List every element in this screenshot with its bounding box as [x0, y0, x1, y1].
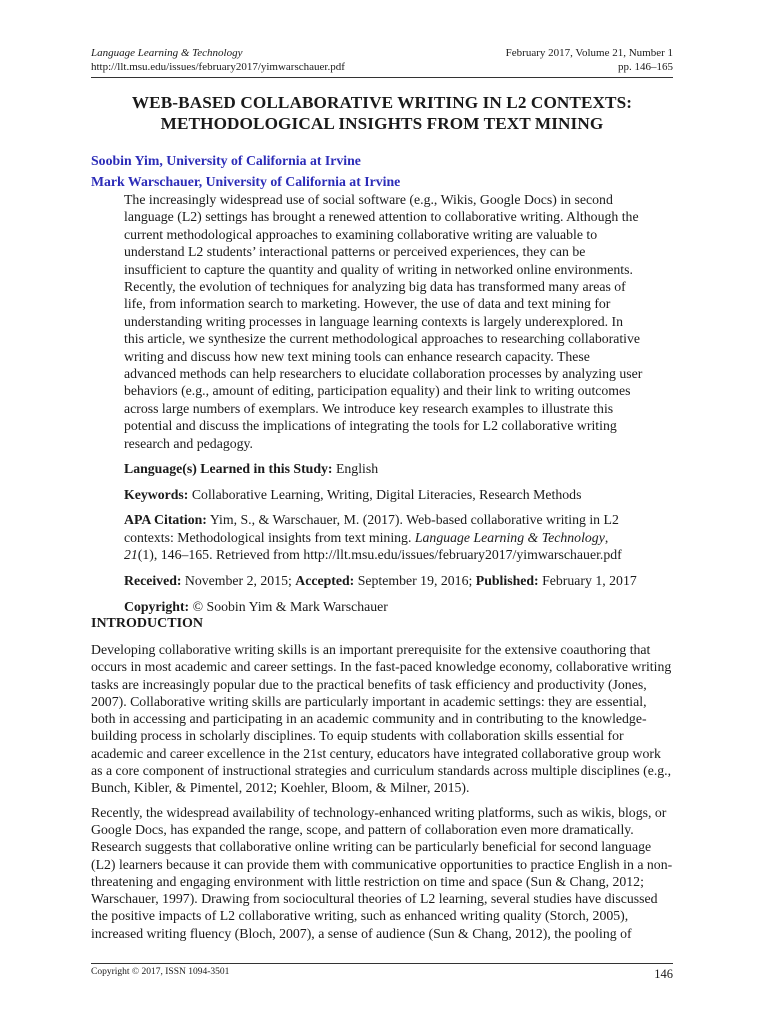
- issue-info: February 2017, Volume 21, Number 1: [505, 47, 673, 59]
- author-2[interactable]: Mark Warschauer, University of California at Irvine: [91, 174, 401, 189]
- body-paragraph-1: Developing collaborative writing skills is an important prerequisite for the extensive coauthoring that occurs in most academic and career settings. In the fast-paced knowledge economy, collaborative writing tasks are increasingly popular due to the practical benefits of task efficiency and productivity (Jones, 2007). Collaborative writing skills are particularly important in academic settings: they are essential, both in accessing and participating in an academic community and in contributing to the knowledge-building process in scholarly disciplines. To equip students with collaboration skills essential for academic and career excellence in the 21st century, educators have integrated collaborative group work as a core component of instructional strategies and curriculum standards across multiple disciplines (e.g., Bunch, Kibler, & Pimentel, 2012; Koehler, Bloom, & Milner, 2015).: [91, 642, 672, 796]
- copyright-value: © Soobin Yim & Mark Warschauer: [192, 598, 388, 614]
- header-rule: [91, 77, 673, 78]
- page-number: 146: [654, 967, 673, 981]
- footer-copyright: Copyright © 2017, ISSN 1094-3501: [91, 967, 230, 977]
- title-line-2: METHODOLOGICAL INSIGHTS FROM TEXT MINING: [160, 114, 604, 133]
- citation-text-1: Yim, S., & Warschauer, M. (2017). Web-based collaborative writing in L2 contexts: Methodological insights from text mining.: [124, 512, 619, 545]
- languages-line: [124, 460, 644, 478]
- body-paragraph-2: Recently, the widespread availability of technology-enhanced writing platforms, such as wikis, blogs, or Google Docs, has expanded the range, scope, and pattern of collaboration even more dramatically. Research suggests that collaborative online writing can be particularly beneficial for second language (L2) learners because it can provide them with communicative opportunities to practice English in a non-threatening and engaging environment with little restriction on time and space (Sun & Chang, 2012; Warschauer, 1997). Drawing from sociocultural theories of L2 learning, several studies have discussed the positive impacts of L2 collaborative writing, such as enhanced writing quality (Storch, 2005), increased writing fluency (Bloch, 2007), a sense of audience (Sun & Chang, 2012), the pooling of: [91, 804, 673, 941]
- keywords-label: Keywords:: [124, 486, 189, 502]
- keywords-line: [124, 486, 644, 504]
- introduction-section: [91, 615, 673, 949]
- footer-rule: [91, 963, 673, 964]
- received-label: Received:: [124, 573, 182, 589]
- author-list: [91, 150, 673, 192]
- article-title: [91, 92, 673, 134]
- page-range: pp. 146–165: [618, 61, 673, 73]
- journal-name: Language Learning & Technology: [91, 47, 243, 59]
- accepted-label: Accepted:: [295, 573, 355, 589]
- received-date: November 2, 2015;: [184, 573, 292, 589]
- article-url[interactable]: http://llt.msu.edu/issues/february2017/yimwarschauer.pdf: [91, 61, 345, 73]
- abstract-section: [124, 191, 644, 615]
- copyright-line: [124, 598, 644, 616]
- accepted-date: September 19, 2016;: [357, 573, 473, 589]
- paper-page: [91, 0, 673, 1024]
- abstract-text: The increasingly widespread use of social software (e.g., Wikis, Google Docs) in second language (L2) settings has brought a renewed attention to collaborative writing. Although the current methodological approaches to examining collaborative writing are valuable to understand L2 students’ interactional patterns or perceived experiences, they can be insufficient to capture the quantity and quality of writing in networked online environments. Recently, the evolution of techniques for analyzing big data has transformed many areas of life, from information search to marketing. However, the use of data and text mining for understanding writing processes in language learning contexts is largely underexplored. In this article, we synthesize the current methodological approaches to researching collaborative writing and discuss how new text mining tools can enhance research capacity. These advanced methods can help researchers to elucidate collaboration processes by analyzing user behaviors (e.g., amount of editing, participation equality) and their link to writing outcomes across large numbers of exemplars. We introduce key research examples to illustrate this potential and discuss the implications of integrating the tools for L2 collaborative writing research and pedagogy.: [124, 192, 643, 451]
- citation-label: APA Citation:: [124, 512, 207, 528]
- title-line-1: WEB-BASED COLLABORATIVE WRITING IN L2 CONTEXTS:: [131, 93, 633, 112]
- copyright-label: Copyright:: [124, 598, 190, 614]
- running-head: [91, 46, 673, 78]
- published-date: February 1, 2017: [542, 573, 637, 589]
- citation-journal: Language Learning & Technology: [414, 529, 605, 545]
- published-label: Published:: [475, 573, 539, 589]
- section-heading: INTRODUCTION: [91, 616, 204, 631]
- languages-label: Language(s) Learned in this Study:: [124, 461, 333, 477]
- author-1[interactable]: Soobin Yim, University of California at Irvine: [91, 153, 361, 168]
- apa-citation: APA Citation: Yim, S., & Warschauer, M. (2017). Web-based collaborative writing in L2 contexts: Methodological insights from text mining. Language Learning & Technology, 21(1), 146–165. Retrieved from http://llt.msu.edu/issues/february2017/yimwarschauer.pdf: [124, 512, 622, 563]
- dates-line: [124, 572, 644, 590]
- citation-volume: 21: [124, 547, 138, 563]
- languages-value: English: [335, 461, 379, 477]
- page-footer: [91, 963, 673, 982]
- keywords-value: Collaborative Learning, Writing, Digital Literacies, Research Methods: [191, 486, 582, 502]
- citation-text-2: (1), 146–165. Retrieved from http://llt.msu.edu/issues/february2017/yimwarschauer.pdf: [137, 547, 622, 563]
